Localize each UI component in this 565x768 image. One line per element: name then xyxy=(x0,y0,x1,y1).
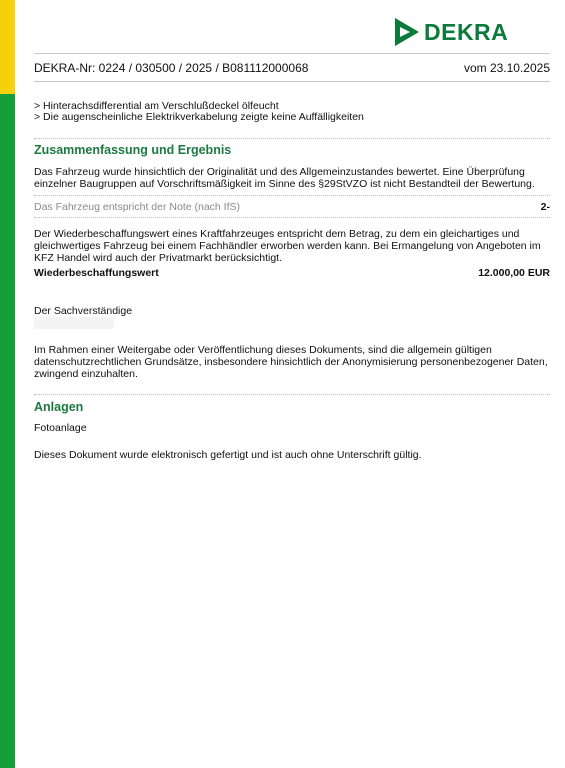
section-divider xyxy=(34,394,550,395)
privacy-paragraph-line: Im Rahmen einer Weitergabe oder Veröffentlichung dieses Dokuments, sind die allgemein gültigen xyxy=(34,344,492,356)
value-paragraph-line: gleichwertiges Fahrzeug bei einem Fachhändler erworben werden kann. Bei Ermangelung von Angeboten im xyxy=(34,240,541,252)
summary-heading: Zusammenfassung und Ergebnis xyxy=(34,143,232,157)
grade-row xyxy=(34,201,550,213)
accent-bar-yellow xyxy=(0,0,15,94)
dekra-logo xyxy=(394,16,508,48)
grade-label: Das Fahrzeug entspricht der Note (nach IfS) xyxy=(34,201,241,213)
header-rule-top xyxy=(34,53,550,54)
document-date: vom 23.10.2025 xyxy=(463,61,550,75)
signature-area xyxy=(34,317,114,329)
electronic-note: Dieses Dokument wurde elektronisch gefertigt und ist auch ohne Unterschrift gültig. xyxy=(34,449,422,461)
privacy-paragraph-line: zwingend einzuhalten. xyxy=(34,368,138,380)
header-rule-bottom xyxy=(34,81,550,82)
grade-divider-bottom xyxy=(34,217,550,218)
grade-divider xyxy=(34,195,550,196)
attachment-item: Fotoanlage xyxy=(34,422,87,434)
summary-paragraph-line: einzelner Baugruppen auf Vorschriftsmäßigkeit im Sinne des §29StVZO ist nicht Bestandteil der Bewertung. xyxy=(34,178,535,190)
grade-value: 2- xyxy=(540,201,550,213)
replacement-label: Wiederbeschaffungswert xyxy=(34,267,159,279)
privacy-paragraph-line: datenschutzrechtlichen Grundsätze, insbesondere hinsichtlich der Anonymisierung personenbezogener Daten, xyxy=(34,356,548,368)
section-divider xyxy=(34,138,550,139)
document-header xyxy=(34,61,550,75)
reference-number: DEKRA-Nr: 0224 / 030500 / 2025 / B081112000068 xyxy=(34,61,309,75)
finding-line: > Die augenscheinliche Elektrikverkabelung zeigte keine Auffälligkeiten xyxy=(34,111,364,123)
attachments-heading: Anlagen xyxy=(34,400,84,414)
logo-text: DEKRA xyxy=(424,18,509,45)
accent-bar-green xyxy=(0,94,15,768)
expert-label: Der Sachverständige xyxy=(34,305,133,317)
value-paragraph-line: KFZ Handel wird auch der Privatmarkt berücksichtigt. xyxy=(34,252,283,264)
value-paragraph-line: Der Wiederbeschaffungswert eines Kraftfahrzeuges entspricht dem Betrag, zu dem ein gleichartiges und xyxy=(34,228,520,240)
replacement-value: 12.000,00 EUR xyxy=(478,267,550,279)
replacement-value-row xyxy=(34,267,550,279)
finding-line: > Hinterachsdifferential am Verschlußdeckel ölfeucht xyxy=(34,100,279,112)
summary-paragraph-line: Das Fahrzeug wurde hinsichtlich der Originalität und des Allgemeinzustandes bewertet. Eine Überprüfung xyxy=(34,166,525,178)
dekra-triangle-icon xyxy=(394,17,420,47)
